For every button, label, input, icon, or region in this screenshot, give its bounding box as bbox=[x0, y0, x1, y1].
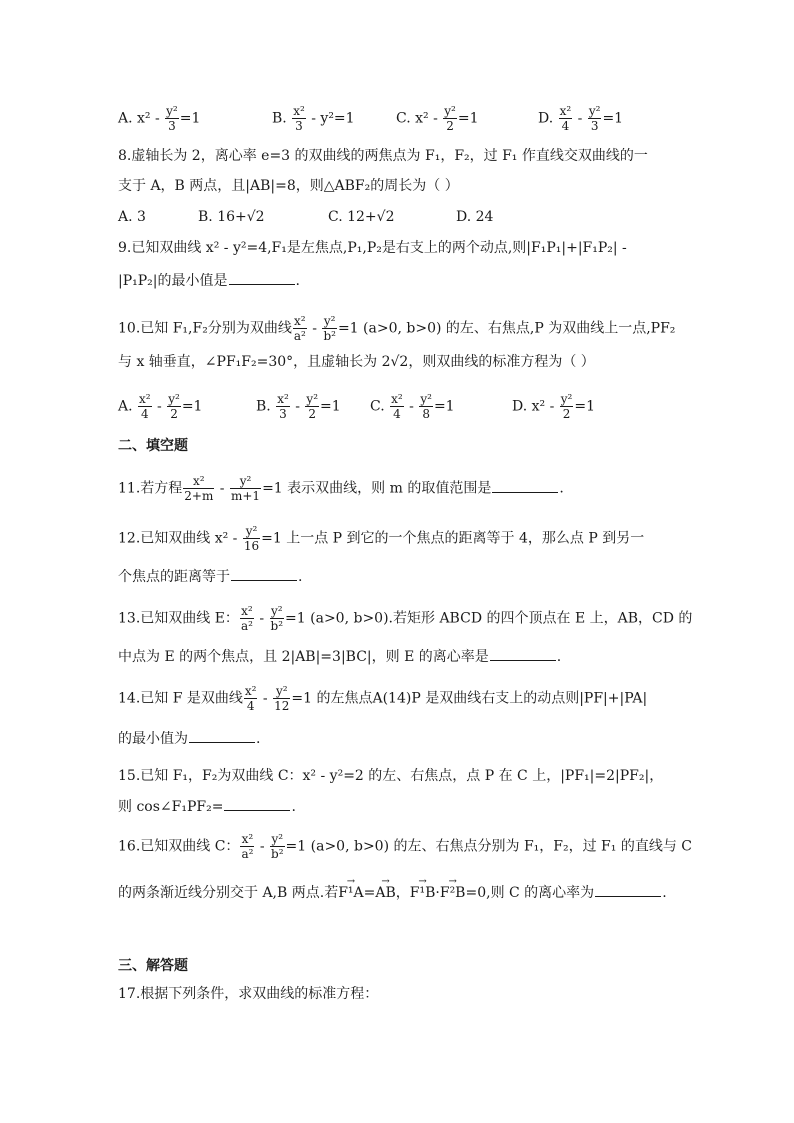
fraction: $\frac{\text{y²}}{2}$ bbox=[444, 104, 456, 133]
vector-f2b: → F²B bbox=[440, 883, 466, 903]
answer-blank bbox=[229, 270, 295, 285]
vector-f1b: → F¹B bbox=[410, 883, 436, 903]
q13-line1: 13.已知双曲线 E： $\frac{\text{x²}}{\text{a²}}$ - $\frac{\text{y²}}{\text{b²}}$ =1 (a>0, b>0).若矩形 ABCD 的四个顶点在 E 上，AB，CD 的 bbox=[118, 604, 693, 633]
q10-option-a: A. $\frac{\text{x²}}{4}$ - $\frac{\text{y²}}{2}$ =1 bbox=[118, 392, 203, 421]
q15-line2: 则 cos∠F₁PF₂= . bbox=[118, 796, 296, 817]
vector-ab: → AB bbox=[375, 883, 395, 903]
q16-line2: 的两条渐近线分别交于 A,B 两点.若→ F¹A=→ AB，→ F¹B·→ F²B=0,则 C 的离心率为 . bbox=[118, 882, 667, 903]
answer-blank bbox=[189, 728, 255, 743]
q10-option-d: D. x² - $\frac{\text{y²}}{2}$ =1 bbox=[512, 392, 595, 421]
q11-line1: 11.若方程 $\frac{\text{x²}}{2+m}$ - $\frac{\text{y²}}{m+1}$ =1 表示双曲线，则 m 的取值范围是 . bbox=[118, 474, 564, 503]
answer-blank bbox=[490, 646, 556, 661]
fraction: $\frac{\text{x²}}{4}$ bbox=[559, 104, 572, 133]
q12-line1: 12.已知双曲线 x² - $\frac{\text{y²}}{16}$ =1 上一点 P 到它的一个焦点的距离等于 4，那么点 P 到另一 bbox=[118, 524, 645, 553]
q16-line1: 16.已知双曲线 C： $\frac{\text{x²}}{\text{a²}}$ - $\frac{\text{y²}}{\text{b²}}$ =1 (a>0, b>0) 的左、右焦点分别为 F₁，F₂，过 F₁ 的直线与 C bbox=[118, 832, 692, 861]
q10-line1: 10.已知 F₁,F₂分别为双曲线 $\frac{\text{x²}}{\text{a²}}$ - $\frac{\text{y²}}{\text{b²}}$ =1 (a>0, b>0) 的左、右焦点,P 为双曲线上一点,PF₂ bbox=[118, 314, 676, 343]
answer-blank bbox=[492, 478, 558, 493]
answer-blank bbox=[224, 796, 290, 811]
q10-option-c: C. $\frac{\text{x²}}{4}$ - $\frac{\text{y²}}{8}$ =1 bbox=[370, 392, 455, 421]
answer-blank bbox=[595, 882, 661, 897]
q8-line1: 8.虚轴长为 2，离心率 e=3 的双曲线的两焦点为 F₁，F₂，过 F₁ 作直线交双曲线的一 bbox=[118, 148, 648, 164]
fraction: $\frac{\text{x²}}{3}$ bbox=[293, 104, 305, 133]
q8-option-c: C. 12+√2 bbox=[328, 209, 395, 225]
q7-option-d: D. $\frac{\text{x²}}{4}$ - $\frac{\text{y²}}{3}$ =1 bbox=[538, 104, 624, 133]
fraction: $\frac{\text{y²}}{3}$ bbox=[588, 104, 601, 133]
section-heading-fill-in: 二、填空题 bbox=[118, 438, 188, 454]
q8-line2: 支于 A，B 两点，且|AB|=8，则△ABF₂的周长为（ ） bbox=[118, 178, 459, 194]
q7-option-c: C. x² - $\frac{\text{y²}}{2}$ =1 bbox=[396, 104, 479, 133]
vector-f1a: → F¹A bbox=[338, 883, 363, 903]
q14-line2: 的最小值为 . bbox=[118, 728, 260, 749]
q7-option-b: B. $\frac{\text{x²}}{3}$ - y²=1 bbox=[272, 104, 355, 133]
q8-option-a: A. 3 bbox=[118, 209, 146, 225]
section-heading-solutions: 三、解答题 bbox=[118, 958, 188, 974]
q9-line1: 9.已知双曲线 x² - y²=4,F₁是左焦点,P₁,P₂是右支上的两个动点,则|F₁P₁|+|F₁P₂| - bbox=[118, 240, 627, 256]
q10-line2: 与 x 轴垂直，∠PF₁F₂=30°，且虚轴长为 2√2，则双曲线的标准方程为（ ） bbox=[118, 354, 595, 370]
fraction: $\frac{\text{y²}}{3}$ bbox=[166, 104, 178, 133]
q9-line2: |P₁P₂|的最小值是 . bbox=[118, 270, 300, 291]
q12-line2: 个焦点的距离等于 . bbox=[118, 566, 302, 587]
fraction: $\frac{\text{y²}}{\text{b²}}$ bbox=[323, 314, 336, 343]
fraction: $\frac{\text{x²}}{\text{a²}}$ bbox=[293, 314, 306, 343]
q8-option-d: D. 24 bbox=[456, 209, 494, 225]
q14-line1: 14.已知 F 是双曲线 $\frac{\text{x²}}{4}$ - $\frac{\text{y²}}{12}$ =1 的左焦点A(14)P 是双曲线右支上的动点则|PF|+|PA| bbox=[118, 684, 648, 713]
q10-option-b: B. $\frac{\text{x²}}{3}$ - $\frac{\text{y²}}{2}$ =1 bbox=[256, 392, 341, 421]
q13-line2: 中点为 E 的两个焦点，且 2|AB|=3|BC|，则 E 的离心率是 . bbox=[118, 646, 561, 667]
q8-option-b: B. 16+√2 bbox=[198, 209, 265, 225]
answer-blank bbox=[231, 566, 297, 581]
q17-line1: 17.根据下列条件，求双曲线的标准方程： bbox=[118, 986, 379, 1002]
q7-option-a: A. x² - $\frac{\text{y²}}{3}$ =1 bbox=[118, 104, 201, 133]
q15-line1: 15.已知 F₁，F₂为双曲线 C：x² - y²=2 的左、右焦点，点 P 在 C 上，|PF₁|=2|PF₂|， bbox=[118, 768, 664, 784]
